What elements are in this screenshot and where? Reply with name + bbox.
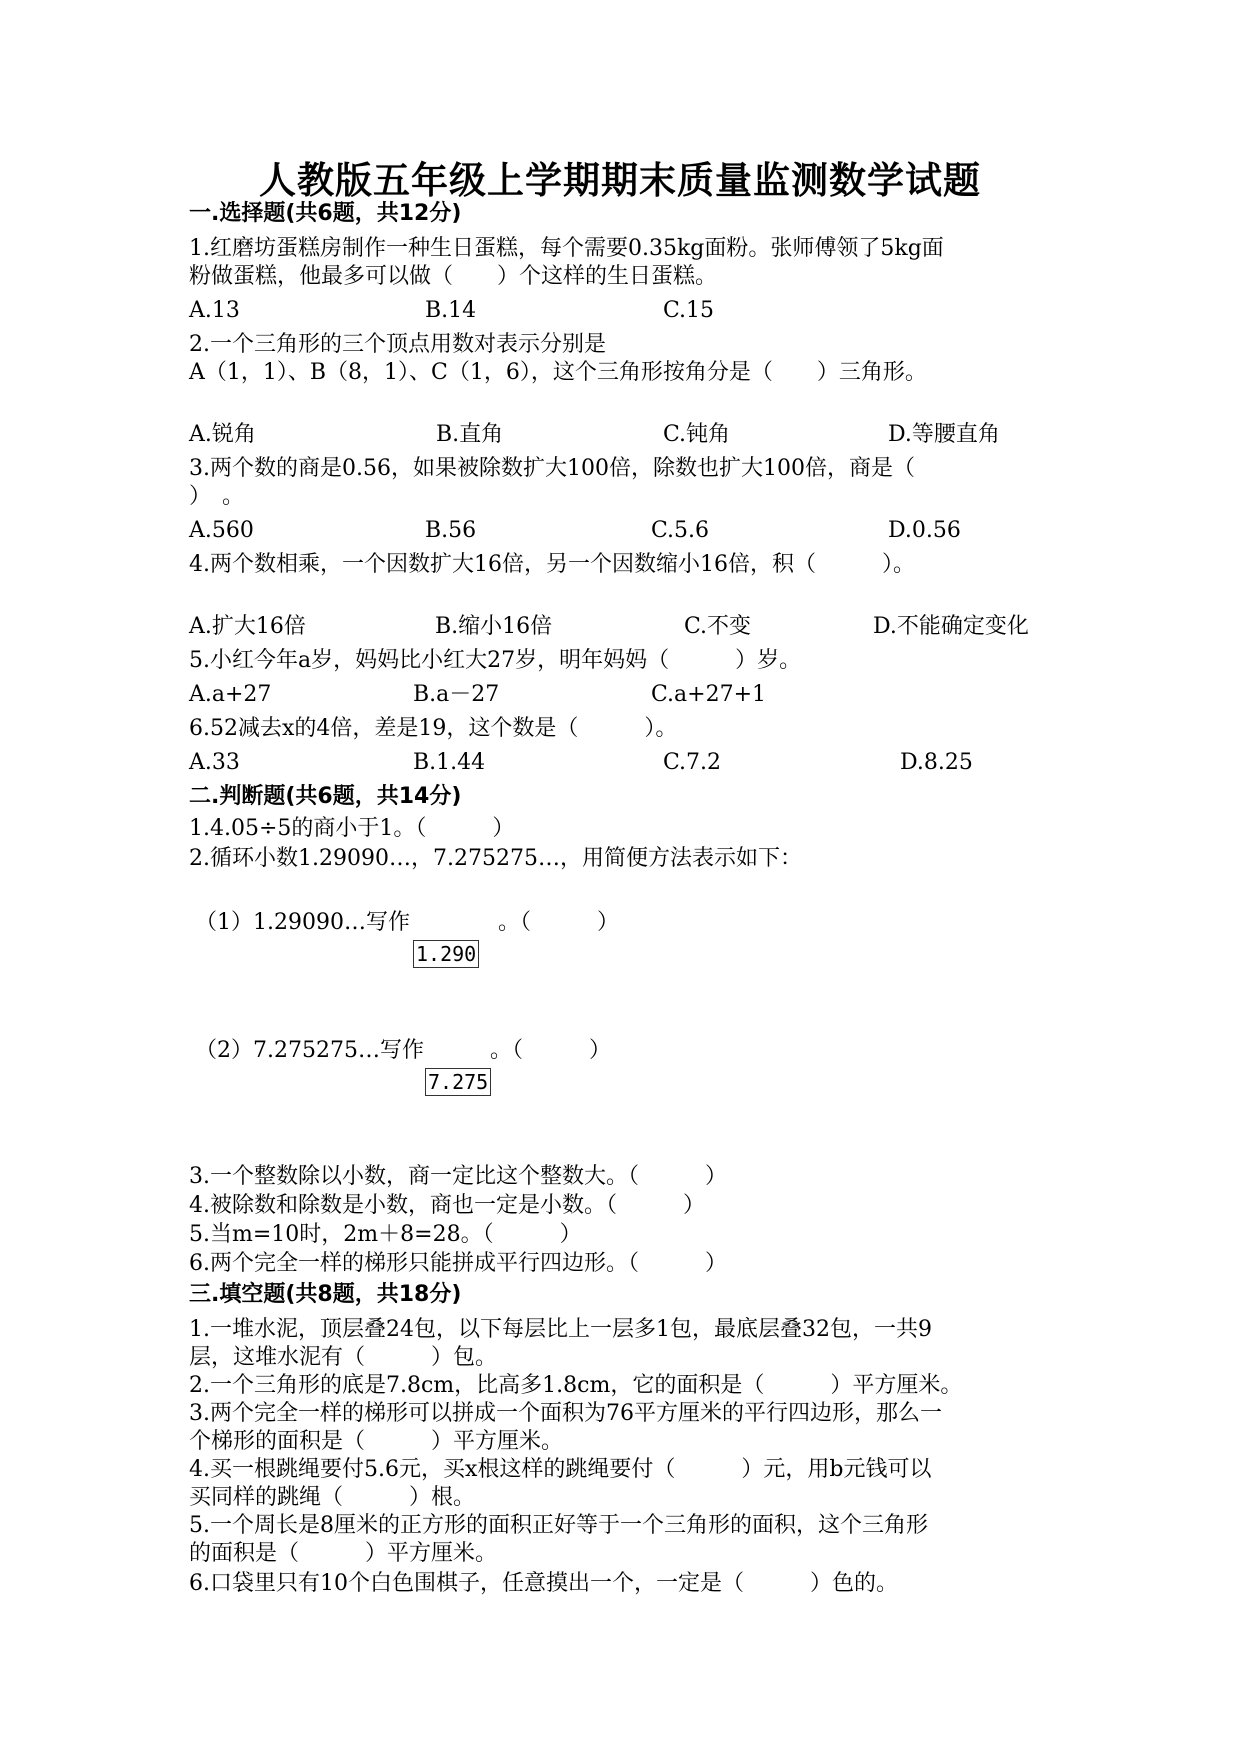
option-b: B.56 (425, 518, 477, 543)
option-d: D.等腰直角 (888, 422, 1000, 447)
question-text: 个梯形的面积是（ ）平方厘米。 (189, 1429, 564, 1454)
section-heading-fill-blank: 三.填空题(共8题，共18分) (189, 1282, 462, 1307)
question-text: ） 。 (189, 484, 245, 509)
question-text: 6.52减去x的4倍，差是19，这个数是（ ）。 (189, 716, 678, 741)
option-a: A.锐角 (189, 422, 256, 447)
option-c: C.不变 (684, 614, 752, 639)
question-text: 粉做蛋糕，他最多可以做（ ）个这样的生日蛋糕。 (189, 264, 718, 289)
option-a: A.扩大16倍 (189, 614, 306, 639)
question-text: 2.循环小数1.29090…，7.275275…，用简便方法表示如下： (189, 846, 802, 871)
option-d: D.8.25 (900, 750, 973, 775)
option-a: A.13 (189, 298, 240, 323)
option-b: B.1.44 (413, 750, 486, 775)
option-c: C.7.2 (663, 750, 722, 775)
question-text: 5.一个周长是8厘米的正方形的面积正好等于一个三角形的面积，这个三角形 (189, 1513, 928, 1538)
question-text: 2.一个三角形的三个顶点用数对表示分别是 (189, 332, 606, 357)
question-text: 2.一个三角形的底是7.8cm，比高多1.8cm，它的面积是（ ）平方厘米。 (189, 1373, 963, 1398)
page-title: 人教版五年级上学期期末质量监测数学试题 (259, 158, 981, 202)
question-text: 1.4.05÷5的商小于1。（ ） (189, 816, 515, 841)
question-text: A（1，1）、B（8，1）、C（1，6），这个三角形按角分是（ ）三角形。 (189, 360, 927, 385)
repeating-decimal-text: 7.275 (428, 1070, 489, 1094)
option-a: A.a+27 (189, 682, 272, 707)
option-a: A.33 (189, 750, 240, 775)
option-b: B.缩小16倍 (435, 614, 553, 639)
question-subitem: （1）1.29090…写作 。（ ） (195, 910, 619, 935)
question-text: 6.口袋里只有10个白色围棋子，任意摸出一个，一定是（ ）色的。 (189, 1571, 898, 1596)
option-b: B.14 (425, 298, 477, 323)
question-text: 6.两个完全一样的梯形只能拼成平行四边形。（ ） (189, 1251, 727, 1276)
option-c: C.5.6 (651, 518, 710, 543)
question-text: 4.被除数和除数是小数，商也一定是小数。（ ） (189, 1193, 705, 1218)
option-c: C.钝角 (663, 422, 731, 447)
option-a: A.560 (189, 518, 254, 543)
question-text: 层，这堆水泥有（ ）包。 (189, 1345, 498, 1370)
question-text: 4.买一根跳绳要付5.6元，买x根这样的跳绳要付（ ）元，用b元钱可以 (189, 1457, 932, 1482)
question-text: 1.一堆水泥，顶层叠24包，以下每层比上一层多1包，最底层叠32包，一共9 (189, 1317, 932, 1342)
question-text: 1.红磨坊蛋糕房制作一种生日蛋糕，每个需要0.35kg面粉。张师傅领了5kg面 (189, 236, 944, 261)
option-b: B.直角 (436, 422, 504, 447)
question-text: 4.两个数相乘，一个因数扩大16倍，另一个因数缩小16倍，积（ ）。 (189, 552, 915, 577)
question-subitem: （2）7.275275…写作 。（ ） (195, 1038, 611, 1063)
section-heading-choice: 一.选择题(共6题，共12分) (189, 201, 462, 226)
question-text: 3.两个完全一样的梯形可以拼成一个面积为76平方厘米的平行四边形，那么一 (189, 1401, 942, 1426)
option-d: D.0.56 (888, 518, 961, 543)
option-c: C.15 (663, 298, 715, 323)
section-heading-judgement: 二.判断题(共6题，共14分) (189, 784, 462, 809)
option-c: C.a+27+1 (651, 682, 767, 707)
question-text: 的面积是（ ）平方厘米。 (189, 1541, 498, 1566)
option-b: B.a－27 (413, 682, 500, 707)
question-text: 买同样的跳绳（ ）根。 (189, 1485, 476, 1510)
repeating-decimal-image (413, 940, 479, 968)
question-text: 5.小红今年a岁，妈妈比小红大27岁，明年妈妈（ ）岁。 (189, 648, 802, 673)
question-text: 3.一个整数除以小数，商一定比这个整数大。（ ） (189, 1164, 727, 1189)
option-d: D.不能确定变化 (873, 614, 1029, 639)
repeating-decimal-text: 1.290 (416, 942, 477, 966)
question-text: 5.当m=10时，2m＋8=28。（ ） (189, 1222, 582, 1247)
question-text: 3.两个数的商是0.56，如果被除数扩大100倍，除数也扩大100倍，商是（ (189, 456, 915, 481)
repeating-decimal-image (425, 1068, 491, 1096)
